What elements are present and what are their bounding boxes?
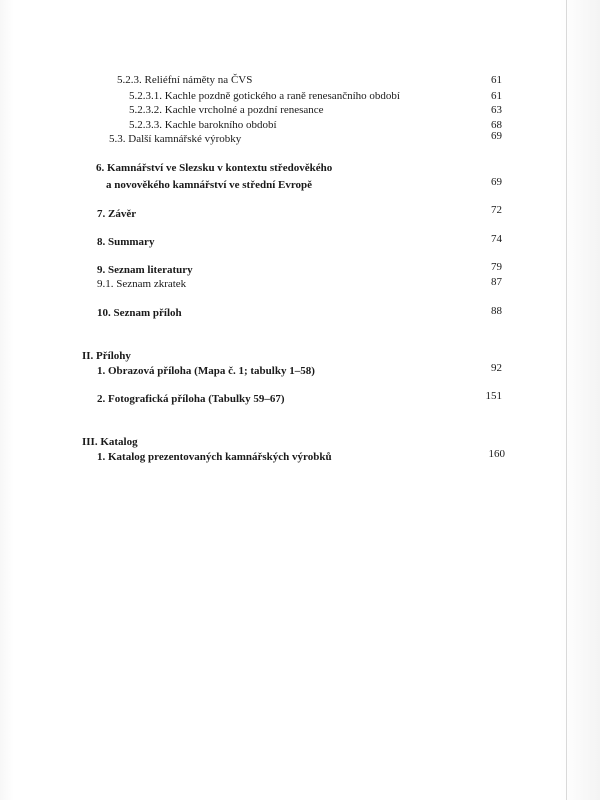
toc-entry-5-2-3-3: 5.2.3.3. Kachle barokního období: [129, 119, 277, 131]
toc-entry-5-2-3: 5.2.3. Reliéfní náměty na ČVS: [117, 74, 253, 86]
toc-page-5-3: 69: [491, 130, 502, 142]
toc-entry-7: 7. Závěr: [97, 208, 137, 220]
toc-part-2: II. Přílohy: [82, 350, 131, 362]
toc-entry-5-2-3-2: 5.2.3.2. Kachle vrcholné a pozdní renesance: [129, 104, 324, 116]
toc-part-3: III. Katalog: [82, 436, 138, 448]
toc-entry-5-2-3-1: 5.2.3.1. Kachle pozdně gotického a raně renesančního období: [129, 90, 400, 102]
toc-entry-6-line2: a novověkého kamnářství ve střední Evropě: [106, 179, 313, 191]
toc-page-5-2-3-3: 68: [491, 119, 502, 131]
toc-entry-9: 9. Seznam literatury: [97, 264, 193, 276]
toc-entry-10: 10. Seznam příloh: [97, 307, 182, 319]
page-edge: [566, 0, 567, 800]
toc-entry-9-1: 9.1. Seznam zkratek: [97, 278, 187, 290]
toc-page-7: 72: [491, 204, 502, 216]
toc-page-5-2-3: 61: [491, 74, 502, 86]
toc-page-5-2-3-2: 63: [491, 104, 502, 116]
toc-page-p2: 151: [485, 390, 502, 402]
toc-page-9: 79: [491, 261, 502, 273]
toc-entry-5-3: 5.3. Další kamnářské výrobky: [109, 133, 242, 145]
toc-page-5-2-3-1: 61: [491, 90, 502, 102]
toc-entry-6-line1: 6. Kamnářství ve Slezsku v kontextu středověkého: [96, 162, 333, 174]
toc-entry-p2: 2. Fotografická příloha (Tabulky 59–67): [97, 393, 285, 405]
toc-page-k1: 160: [488, 448, 505, 460]
toc-page-10: 88: [491, 305, 502, 317]
toc-entry-8: 8. Summary: [97, 236, 155, 248]
toc-page-9-1: 87: [491, 276, 502, 288]
toc-entry-p1: 1. Obrazová příloha (Mapa č. 1; tabulky 1–58): [97, 365, 315, 377]
toc-page-p1: 92: [491, 362, 502, 374]
toc-page-8: 74: [491, 233, 502, 245]
toc-entry-k1: 1. Katalog prezentovaných kamnářských výrobků: [97, 451, 332, 463]
toc-page-6: 69: [491, 176, 502, 188]
